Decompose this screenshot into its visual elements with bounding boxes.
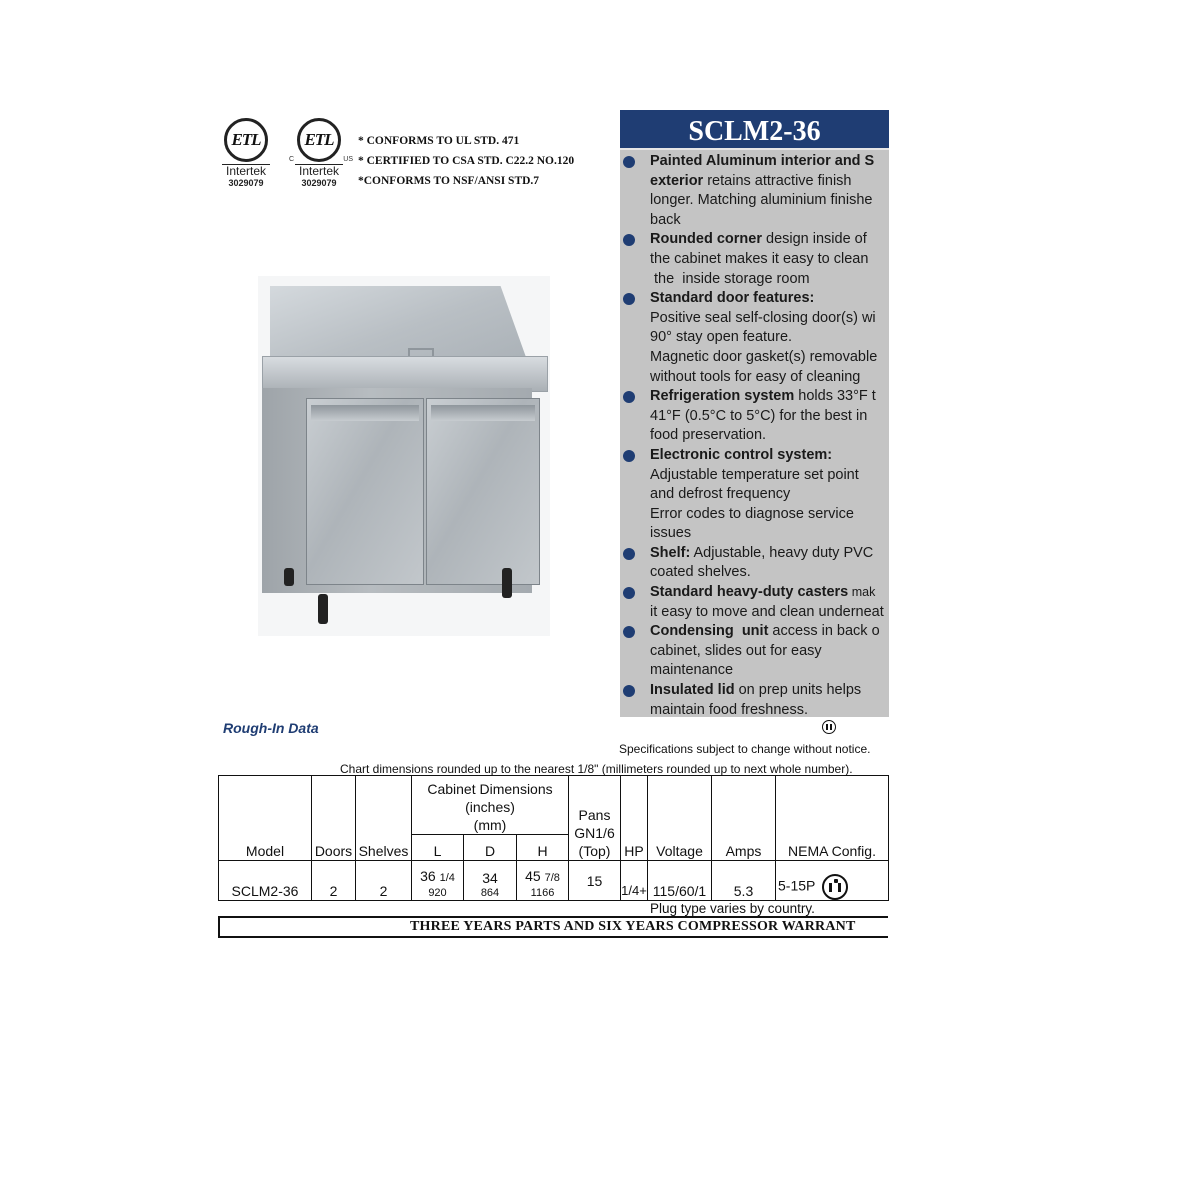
- bullet-icon: [623, 548, 635, 560]
- feature-item: Refrigeration system holds 33°F t 41°F (0.5°C to 5°C) for the best in food preservation.: [620, 387, 889, 446]
- feature-item: Painted Aluminum interior and S exterior retains attractive finish longer. Matching aluminium finishe back: [620, 152, 889, 230]
- feature-item: Standard heavy-duty casters mak it easy to move and clean underneat: [620, 583, 889, 622]
- warranty-text: THREE YEARS PARTS AND SIX YEARS COMPRESSOR WARRANT: [410, 919, 856, 934]
- cell-height: 45 7/8 1166: [517, 861, 569, 901]
- etl-mark-icon: ETL: [297, 118, 341, 162]
- model-title: SCLM2-36: [620, 110, 889, 150]
- rounding-note: Chart dimensions rounded up to the nearest 1/8" (millimeters rounded up to next whole number).: [340, 762, 853, 776]
- cell-hp: 1/4+: [621, 861, 648, 901]
- feature-item: Electronic control system: Adjustable temperature set point and defrost frequency Error codes to diagnose service issues: [620, 446, 889, 544]
- cell-nema: 5-15P: [776, 861, 889, 901]
- feature-item: Condensing unit access in back o cabinet, slides out for easy maintenance: [620, 622, 889, 681]
- cell-model: SCLM2-36: [219, 861, 312, 901]
- feature-item: Insulated lid on prep units helps maintain food freshness.: [620, 681, 889, 717]
- bullet-icon: [623, 293, 635, 305]
- caster-icon: [284, 568, 294, 586]
- header-height: H: [517, 835, 569, 861]
- bullet-icon: [623, 234, 635, 246]
- rough-in-title: Rough-In Data: [223, 720, 319, 736]
- header-hp: HP: [621, 776, 648, 861]
- etl-listed-logo: [289, 118, 353, 189]
- cert-prefix: C: [289, 156, 295, 163]
- cell-doors: 2: [312, 861, 356, 901]
- outlet-icon: [822, 720, 836, 734]
- etl-mark-icon: ETL: [224, 118, 268, 162]
- nema-5-15p-plug-icon: [822, 874, 848, 900]
- caster-icon: [318, 594, 328, 624]
- cell-voltage: 115/60/1: [648, 861, 712, 901]
- header-cabinet-dimensions: Cabinet Dimensions (inches) (mm): [412, 776, 569, 835]
- header-doors: Doors: [312, 776, 356, 861]
- conformance-statement: * CONFORMS TO UL STD. 471: [358, 135, 520, 147]
- features-panel: [620, 110, 889, 717]
- cell-shelves: 2: [356, 861, 412, 901]
- plug-note: Plug type varies by country.: [650, 901, 815, 916]
- conformance-statement: *CONFORMS TO NSF/ANSI STD.7: [358, 175, 540, 187]
- header-depth: D: [464, 835, 517, 861]
- cell-pans: 15: [569, 861, 621, 901]
- header-shelves: Shelves: [356, 776, 412, 861]
- table-row: [219, 861, 889, 901]
- bullet-icon: [623, 626, 635, 638]
- product-image: [258, 276, 550, 636]
- header-pans: Pans GN1/6 (Top): [569, 776, 621, 861]
- bullet-icon: [623, 587, 635, 599]
- bullet-icon: [623, 450, 635, 462]
- feature-item: Standard door features: Positive seal self-closing door(s) wi 90° stay open feature. Magnetic door gasket(s) removable without tools for easy of cleaning: [620, 289, 889, 387]
- door-left: [306, 398, 424, 585]
- cell-depth: 34 864: [464, 861, 517, 901]
- door-right: [426, 398, 540, 585]
- feature-item: Rounded corner design inside of the cabinet makes it easy to clean the inside storage room: [620, 230, 889, 289]
- cert-number: 3029079: [301, 178, 337, 188]
- bullet-icon: [623, 685, 635, 697]
- bullet-icon: [623, 156, 635, 168]
- spec-notice: Specifications subject to change without notice.: [619, 742, 871, 756]
- cell-amps: 5.3: [712, 861, 776, 901]
- cert-number: 3029079: [228, 178, 264, 188]
- cell-length: 36 1/4 920: [412, 861, 464, 901]
- cert-suffix: US: [343, 156, 353, 163]
- header-nema: NEMA Config.: [776, 776, 889, 861]
- spec-table: [218, 775, 889, 901]
- header-voltage: Voltage: [648, 776, 712, 861]
- bullet-icon: [623, 391, 635, 403]
- cutting-board-rail: [262, 356, 548, 392]
- feature-item: Shelf: Adjustable, heavy duty PVC coated shelves.: [620, 544, 889, 583]
- cert-brand: Intertek: [225, 164, 267, 178]
- caster-icon: [502, 568, 512, 598]
- header-length: L: [412, 835, 464, 861]
- conformance-statement: * CERTIFIED TO CSA STD. C22.2 NO.120: [358, 155, 575, 167]
- warranty-banner: [218, 916, 888, 938]
- cert-brand: Intertek: [298, 164, 340, 178]
- header-model: Model: [219, 776, 312, 861]
- header-amps: Amps: [712, 776, 776, 861]
- etl-sanitation-logo: [218, 118, 274, 189]
